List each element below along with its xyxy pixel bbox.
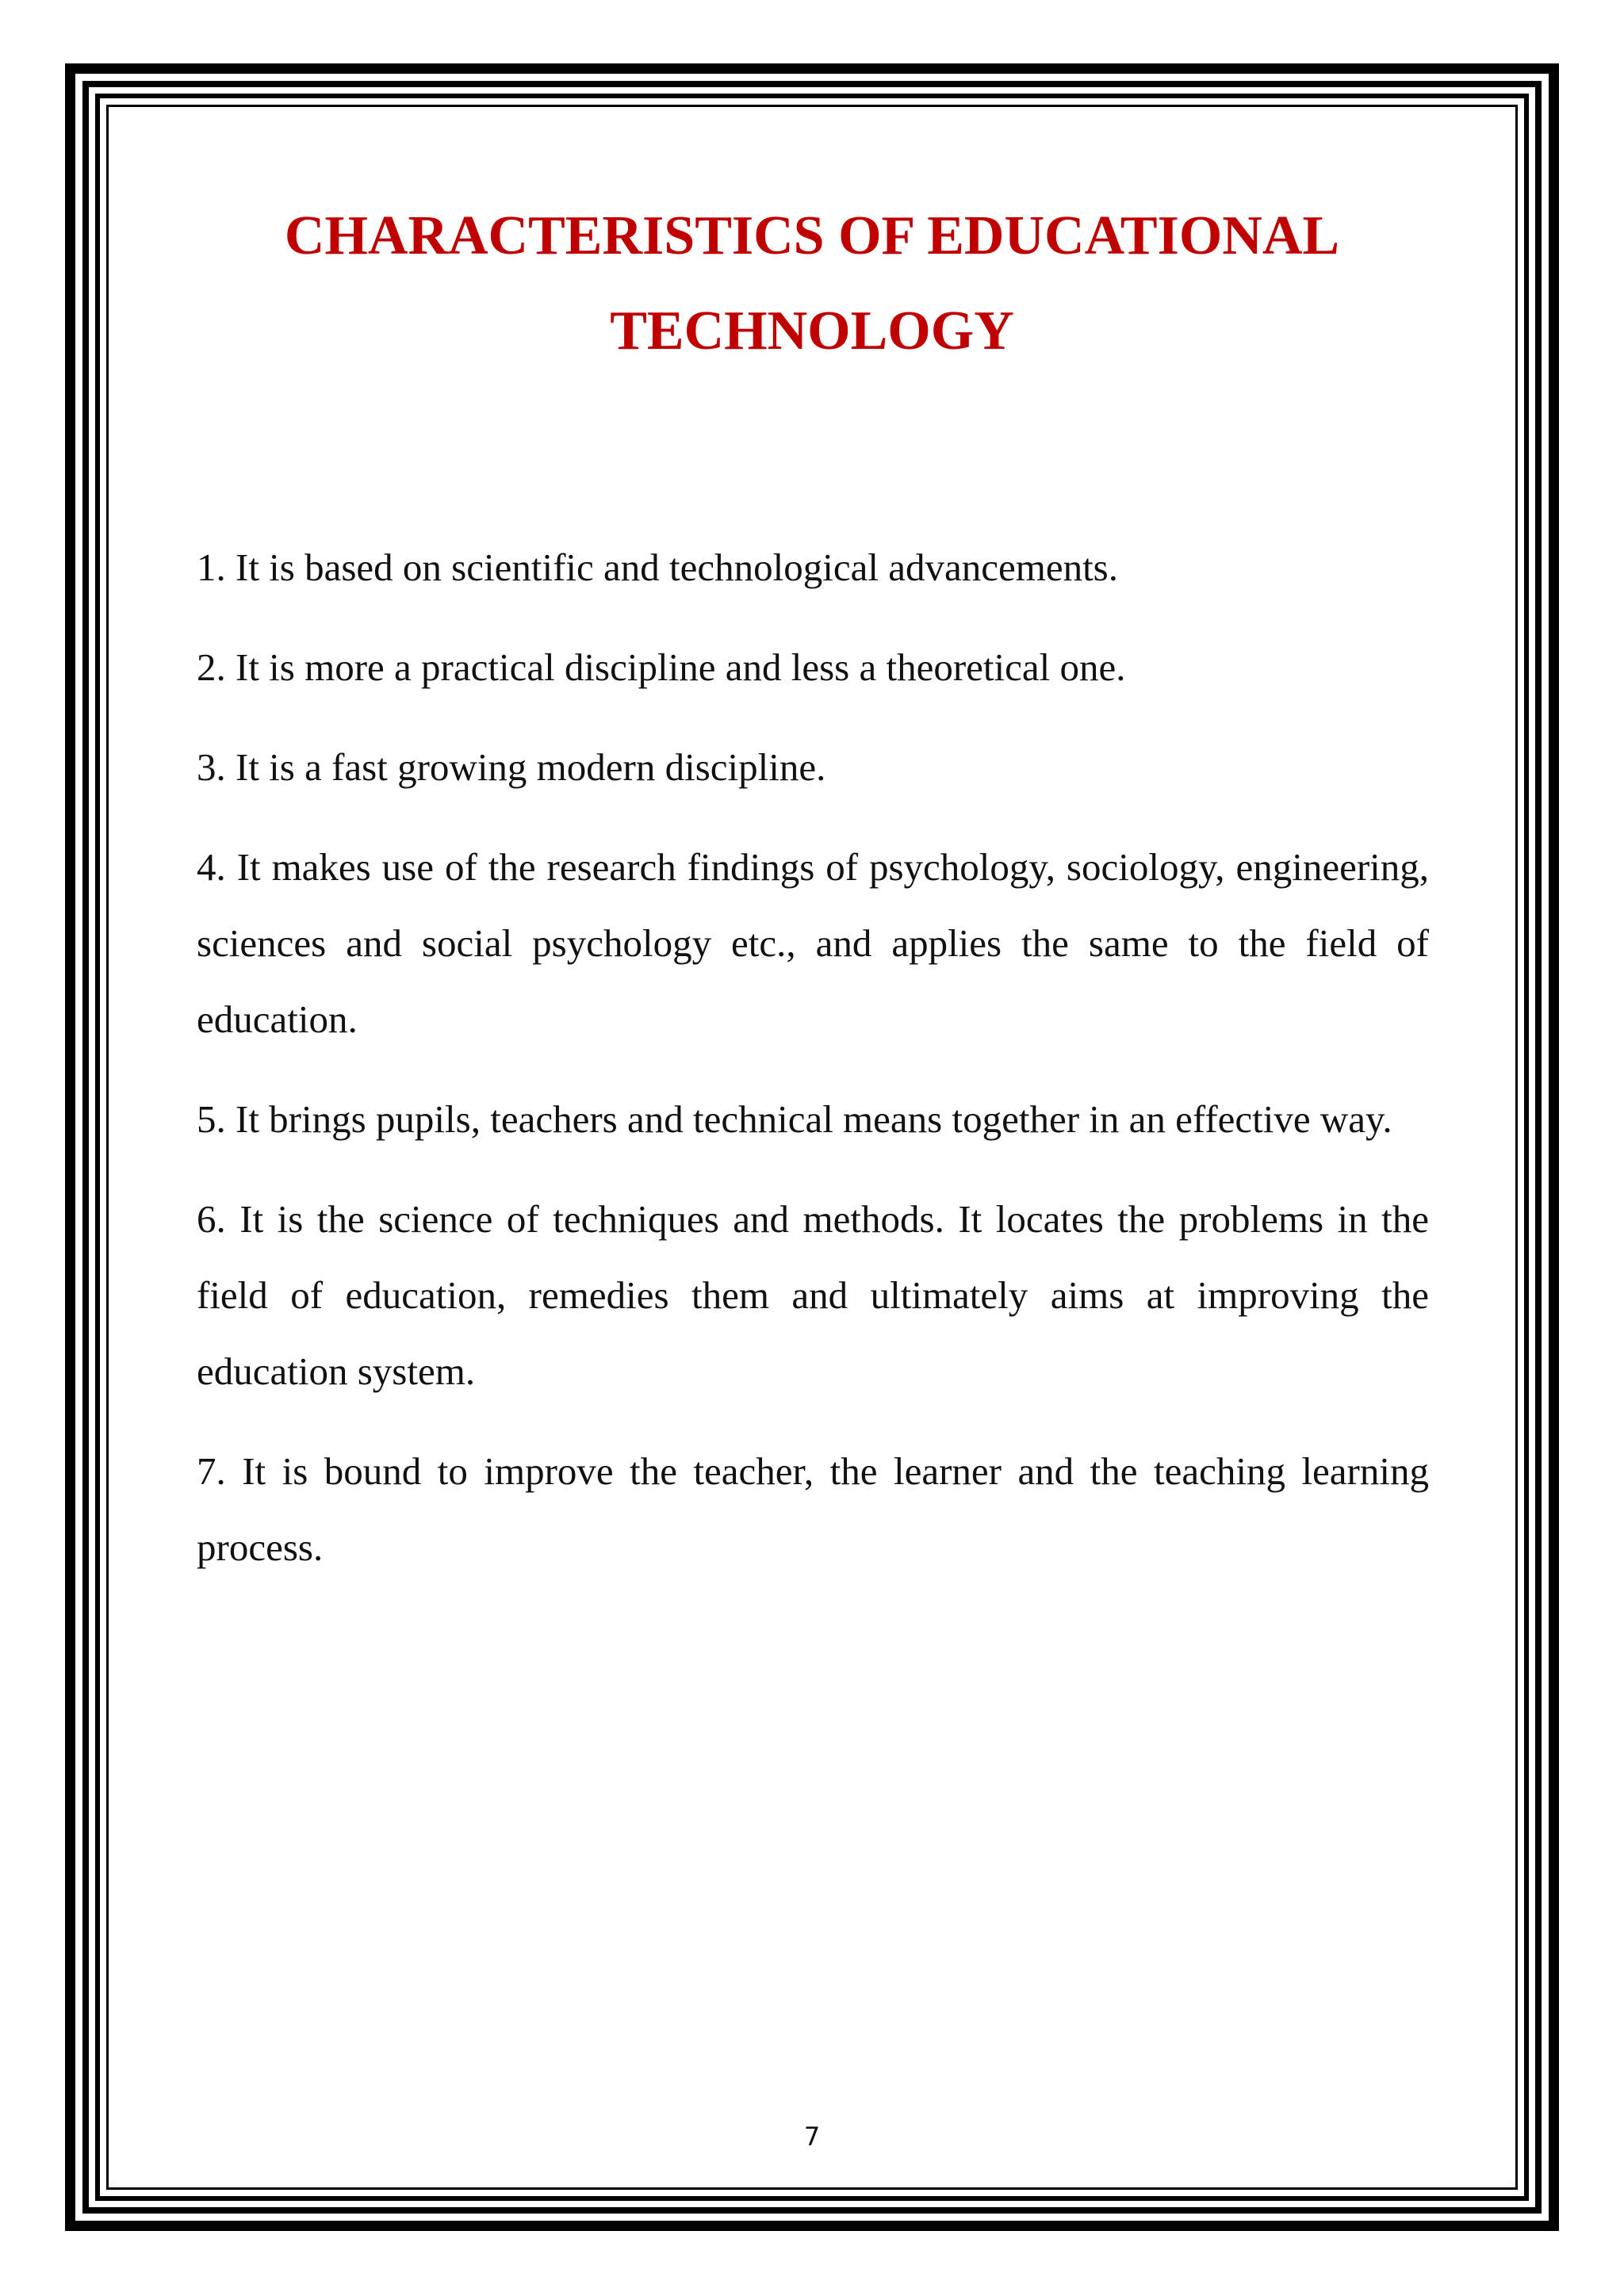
page-title: [127, 189, 1497, 379]
list-item: 5. It brings pupils, teachers and technical means together in an effective way.: [197, 1097, 1392, 1141]
list-item: 1. It is based on scientific and technological advancements.: [197, 545, 1119, 589]
list-item: 2. It is more a practical discipline and less a theoretical one.: [197, 645, 1126, 689]
page-number: 7: [803, 2122, 821, 2152]
list-item: 3. It is a fast growing modern discipline.: [197, 745, 826, 789]
page-title-line-1: CHARACTERISTICS OF EDUCATIONAL: [284, 205, 1340, 266]
list-item: 4. It makes use of the research findings of psychology, sociology, engineering, sciences and social psychology etc., and applies the same to the field of education.: [197, 845, 1429, 1041]
list-item: 7. It is bound to improve the teacher, the learner and the teaching learning process.: [197, 1449, 1429, 1569]
list-item: 6. It is the science of techniques and methods. It locates the problems in the field of education, remedies them and ultimately aims at improving the education system.: [197, 1197, 1429, 1393]
page-title-line-2: TECHNOLOGY: [610, 300, 1014, 362]
characteristics-list: [197, 530, 1429, 1609]
